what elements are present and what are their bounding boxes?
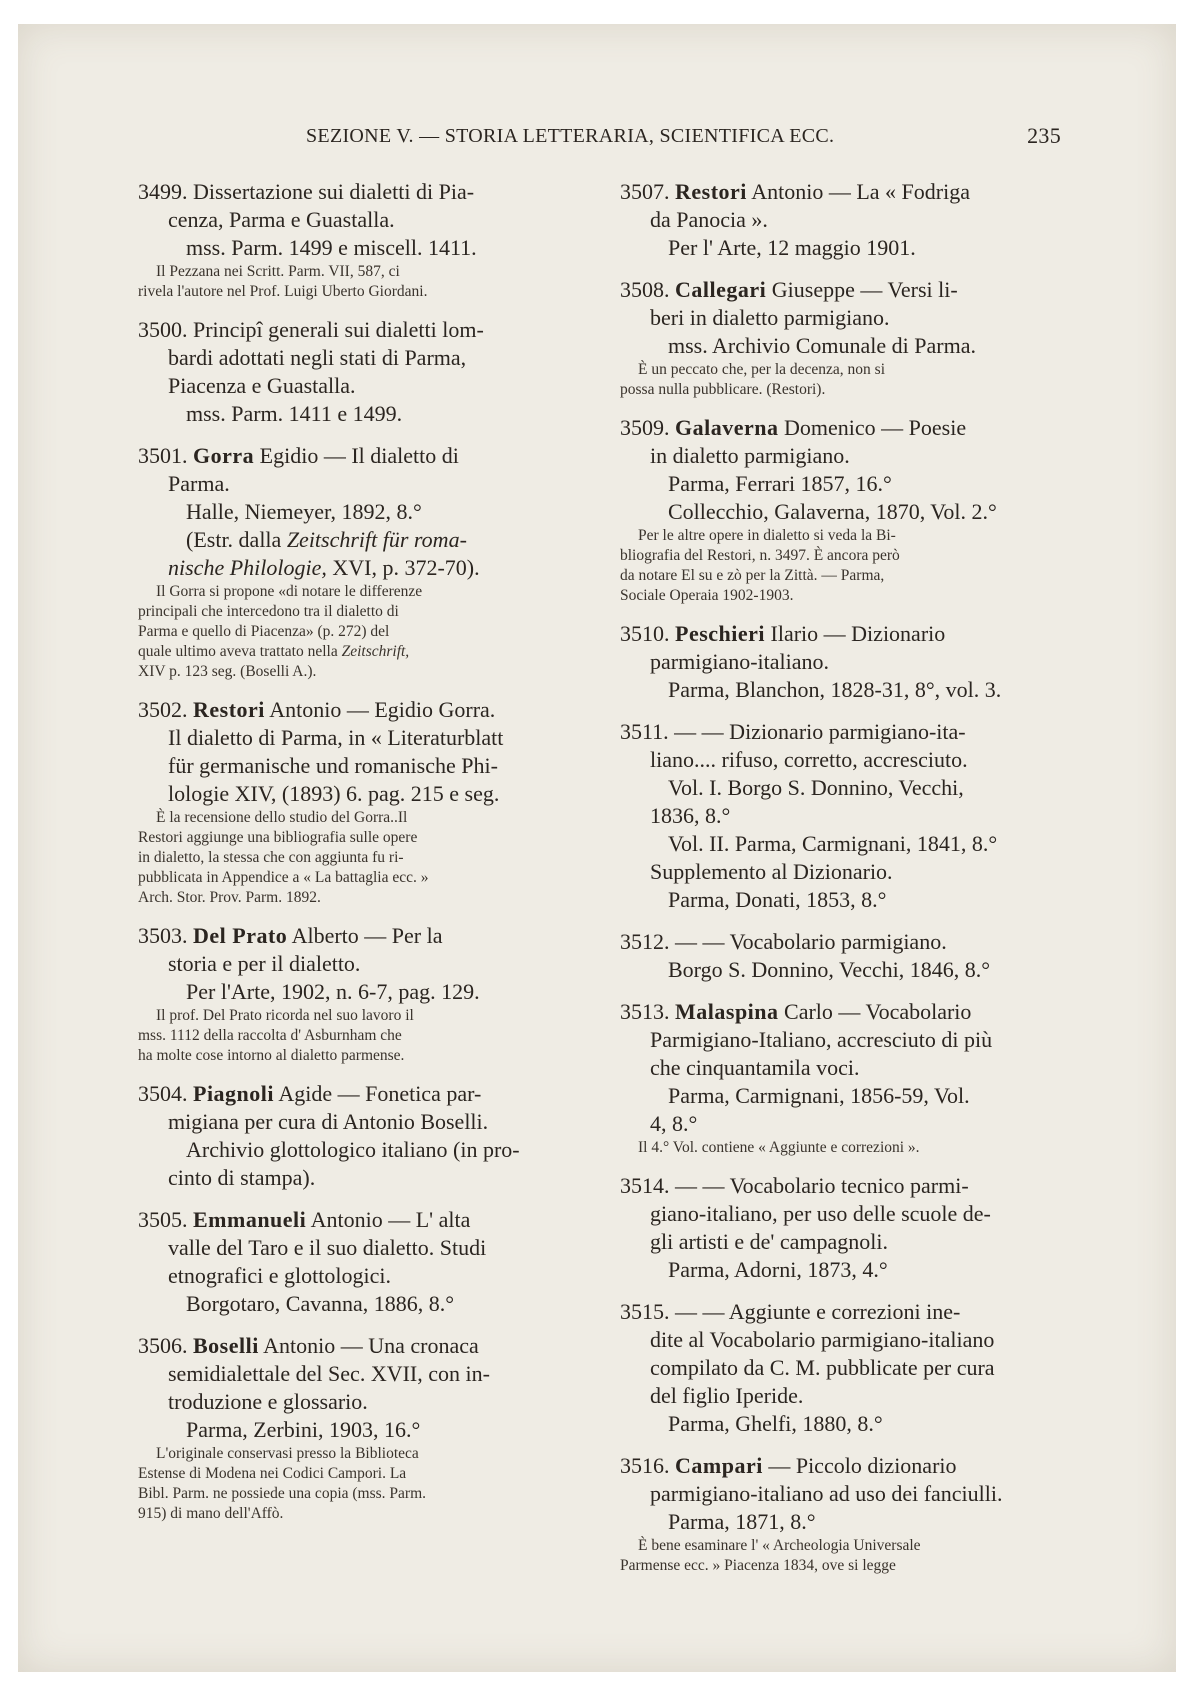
journal-title: Zeitschrift für roma- <box>286 527 467 552</box>
entry-note: rivela l'autore nel Prof. Luigi Uberto Giordani. <box>138 283 428 300</box>
entry-note: XIV p. 123 seg. (Boselli A.). <box>138 663 317 680</box>
entry-3510 <box>620 620 1067 704</box>
entry-author: Emmanueli <box>193 1207 307 1232</box>
entry-text: semidialettale del Sec. XVII, con in- <box>168 1361 490 1386</box>
entry-text: Collecchio, Galaverna, 1870, Vol. 2.° <box>668 499 997 524</box>
entry-text: 3499. Dissertazione sui dialetti di Pia- <box>138 179 475 204</box>
entry-author: Restori <box>675 179 747 204</box>
entry-number: 3506. <box>138 1333 188 1358</box>
entry-text: 3512. — — Vocabolario parmigiano. <box>620 929 947 954</box>
entry-3500 <box>138 316 593 428</box>
entry-number: 3510. <box>620 621 670 646</box>
section-title: SEZIONE V. — STORIA LETTERARIA, SCIENTIFICA ECC. <box>306 125 835 147</box>
entry-text: Antonio — L' alta <box>310 1207 471 1232</box>
entry-note: Arch. Stor. Prov. Parm. 1892. <box>138 889 321 906</box>
entry-text: Giuseppe — Versi li- <box>771 277 958 302</box>
entry-text: bardi adottati negli stati di Parma, <box>168 345 467 370</box>
entry-number: 3503. <box>138 923 188 948</box>
entry-note: 915) di mano dell'Affò. <box>138 1505 284 1522</box>
entry-3513 <box>620 998 1067 1158</box>
entry-3511 <box>620 718 1067 914</box>
entry-text: Per l'Arte, 1902, n. 6-7, pag. 129. <box>186 979 480 1004</box>
entry-text: Parma, 1871, 8.° <box>668 1509 816 1534</box>
entry-text: Vol. II. Parma, Carmignani, 1841, 8.° <box>668 831 998 856</box>
entry-text: Parma, Ghelfi, 1880, 8.° <box>668 1411 883 1436</box>
entry-3515 <box>620 1298 1067 1438</box>
entry-note: È la recensione dello studio del Gorra..Il <box>156 809 408 826</box>
entry-text: Borgotaro, Cavanna, 1886, 8.° <box>186 1291 455 1316</box>
entry-author: Piagnoli <box>193 1081 275 1106</box>
entry-3502 <box>138 696 593 908</box>
entry-text: Agide — Fonetica par- <box>278 1081 482 1106</box>
entry-text: Halle, Niemeyer, 1892, 8.° <box>186 499 422 524</box>
entry-number: 3513. <box>620 999 670 1024</box>
entry-text: 4, 8.° <box>650 1111 698 1136</box>
entry-text: Parmigiano-Italiano, accresciuto di più <box>650 1027 993 1052</box>
entry-text: cinto di stampa). <box>168 1165 316 1190</box>
entry-text: 1836, 8.° <box>650 803 731 828</box>
entry-note: Il 4.° Vol. contiene « Aggiunte e correzioni ». <box>638 1139 920 1156</box>
entry-author: Del Prato <box>193 923 288 948</box>
entry-text: 3514. — — Vocabolario tecnico parmi- <box>620 1173 969 1198</box>
entry-text: Per l' Arte, 12 maggio 1901. <box>668 235 916 260</box>
entry-3512 <box>620 928 1067 984</box>
entry-text: Alberto — Per la <box>291 923 443 948</box>
entry-note: bliografia del Restori, n. 3497. È ancora però <box>620 547 900 564</box>
entry-note: Il Pezzana nei Scritt. Parm. VII, 587, ci <box>156 263 400 280</box>
entry-note: Sociale Operaia 1902-1903. <box>620 587 794 604</box>
entry-text: Archivio glottologico italiano (in pro- <box>186 1137 520 1162</box>
entry-number: 3502. <box>138 697 188 722</box>
entry-3507 <box>620 178 1067 262</box>
entry-author: Boselli <box>193 1333 259 1358</box>
entry-number: 3504. <box>138 1081 188 1106</box>
entry-text: Parma, Donati, 1853, 8.° <box>668 887 887 912</box>
entry-3516 <box>620 1452 1067 1576</box>
entry-note: ha molte cose intorno al dialetto parmense. <box>138 1047 405 1064</box>
entry-text: Egidio — Il dialetto di <box>259 443 459 468</box>
entry-text: Carlo — Vocabolario <box>784 999 972 1024</box>
entry-note: pubblicata in Appendice a « La battaglia ecc. » <box>138 869 429 886</box>
entry-author: Campari <box>675 1453 763 1478</box>
entry-note: Parmense ecc. » Piacenza 1834, ove si legge <box>620 1557 896 1574</box>
entry-text: mss. Parm. 1499 e miscell. 1411. <box>186 235 477 260</box>
entry-text: mss. Archivio Comunale di Parma. <box>668 333 976 358</box>
entry-3508 <box>620 276 1067 400</box>
entry-text: Antonio — Egidio Gorra. <box>269 697 496 722</box>
journal-title: Zeitschrift, <box>341 643 410 660</box>
entry-text: Parma. <box>168 471 230 496</box>
entry-text: Supplemento al Dizionario. <box>650 859 893 884</box>
entry-text: — Piccolo dizionario <box>768 1453 957 1478</box>
entry-text: Piacenza e Guastalla. <box>168 373 356 398</box>
entry-text: in dialetto parmigiano. <box>650 443 850 468</box>
entry-text: Borgo S. Donnino, Vecchi, 1846, 8.° <box>668 957 991 982</box>
entry-number: 3507. <box>620 179 670 204</box>
running-header <box>306 125 1061 155</box>
entry-note: Bibl. Parm. ne possiede una copia (mss. Parm. <box>138 1485 426 1502</box>
entry-author: Malaspina <box>675 999 779 1024</box>
entry-author: Galaverna <box>675 415 779 440</box>
entry-text: lologie XIV, (1893) 6. pag. 215 e seg. <box>168 781 500 806</box>
entry-author: Callegari <box>675 277 767 302</box>
entry-note: Parma e quello di Piacenza» (p. 272) del <box>138 623 390 640</box>
entry-text: 3500. Principî generali sui dialetti lom- <box>138 317 484 342</box>
entry-text: valle del Taro e il suo dialetto. Studi <box>168 1235 487 1260</box>
entry-note: Estense di Modena nei Codici Campori. La <box>138 1465 407 1482</box>
entry-note: da notare El su e zò per la Zittà. — Parma, <box>620 567 885 584</box>
page-number: 235 <box>1027 123 1061 148</box>
entry-3509 <box>620 414 1067 606</box>
entry-text: Vol. I. Borgo S. Donnino, Vecchi, <box>668 775 964 800</box>
right-column <box>620 178 1067 1590</box>
entry-text: Parma, Ferrari 1857, 16.° <box>668 471 892 496</box>
entry-text: cenza, Parma e Guastalla. <box>168 207 395 232</box>
entry-number: 3508. <box>620 277 670 302</box>
entry-text: migiana per cura di Antonio Boselli. <box>168 1109 489 1134</box>
entry-note: È un peccato che, per la decenza, non si <box>638 361 886 378</box>
left-column <box>138 178 593 1538</box>
entry-number: 3505. <box>138 1207 188 1232</box>
entry-text: troduzione e glossario. <box>168 1389 368 1414</box>
entry-text: beri in dialetto parmigiano. <box>650 305 890 330</box>
entry-3506 <box>138 1332 593 1524</box>
entry-text: compilato da C. M. pubblicate per cura <box>650 1355 995 1380</box>
entry-text: Antonio — La « Fodriga <box>751 179 970 204</box>
entry-note: quale ultimo aveva trattato nella <box>138 643 342 660</box>
entry-text: Antonio — Una cronaca <box>263 1333 479 1358</box>
entry-text: parmigiano-italiano. <box>650 649 829 674</box>
entry-text: 3511. — — Dizionario parmigiano-ita- <box>620 719 966 744</box>
entry-note: È bene esaminare l' « Archeologia Universale <box>638 1537 921 1554</box>
entry-text: dite al Vocabolario parmigiano-italiano <box>650 1327 995 1352</box>
entry-note: Restori aggiunge una bibliografia sulle opere <box>138 829 418 846</box>
entry-note: in dialetto, la stessa che con aggiunta fu ri- <box>138 849 404 866</box>
entry-text: Ilario — Dizionario <box>770 621 946 646</box>
entry-note: possa nulla pubblicare. (Restori). <box>620 381 826 398</box>
entry-note: mss. 1112 della raccolta d' Asburnham che <box>138 1027 402 1044</box>
entry-text: che cinquantamila voci. <box>650 1055 860 1080</box>
entry-text: Il dialetto di Parma, in « Literaturblatt <box>168 725 504 750</box>
entry-text: da Panocia ». <box>650 207 768 232</box>
entry-3504 <box>138 1080 593 1192</box>
entry-text: del figlio Iperide. <box>650 1383 804 1408</box>
entry-note: Il Gorra si propone «di notare le differenze <box>156 583 423 600</box>
entry-text: etnografici e glottologici. <box>168 1263 391 1288</box>
entry-text: XVI, p. 372-70). <box>326 555 480 580</box>
journal-title: nische Philologie, <box>168 555 327 580</box>
entry-text: für germanische und romanische Phi- <box>168 753 498 778</box>
entry-note: principali che intercedono tra il dialetto di <box>138 603 399 620</box>
entry-text: Parma, Blanchon, 1828-31, 8°, vol. 3. <box>668 677 1002 702</box>
entry-note: Il prof. Del Prato ricorda nel suo lavoro il <box>156 1007 414 1024</box>
entry-3501 <box>138 442 593 682</box>
entry-author: Gorra <box>193 443 255 468</box>
entry-note: L'originale conservasi presso la Biblioteca <box>156 1445 419 1462</box>
entry-text: Parma, Carmignani, 1856-59, Vol. <box>668 1083 970 1108</box>
entry-text: (Estr. dalla <box>186 527 287 552</box>
entry-3505 <box>138 1206 593 1318</box>
entry-text: parmigiano-italiano ad uso dei fanciulli. <box>650 1481 1003 1506</box>
entry-author: Peschieri <box>675 621 766 646</box>
entry-3499 <box>138 178 593 302</box>
entry-text: Domenico — Poesie <box>784 415 967 440</box>
entry-text: 3515. — — Aggiunte e correzioni ine- <box>620 1299 961 1324</box>
entry-text: Parma, Zerbini, 1903, 16.° <box>186 1417 421 1442</box>
entry-author: Restori <box>193 697 265 722</box>
entry-text: giano-italiano, per uso delle scuole de- <box>650 1201 991 1226</box>
entry-text: liano.... rifuso, corretto, accresciuto. <box>650 747 968 772</box>
entry-text: storia e per il dialetto. <box>168 951 361 976</box>
entry-text: Parma, Adorni, 1873, 4.° <box>668 1257 888 1282</box>
entry-text: mss. Parm. 1411 e 1499. <box>186 401 403 426</box>
entry-number: 3501. <box>138 443 188 468</box>
entry-text: gli artisti e de' campagnoli. <box>650 1229 888 1254</box>
entry-3514 <box>620 1172 1067 1284</box>
entry-number: 3509. <box>620 415 670 440</box>
entry-note: Per le altre opere in dialetto si veda la Bi- <box>638 527 896 544</box>
entry-3503 <box>138 922 593 1066</box>
entry-number: 3516. <box>620 1453 670 1478</box>
